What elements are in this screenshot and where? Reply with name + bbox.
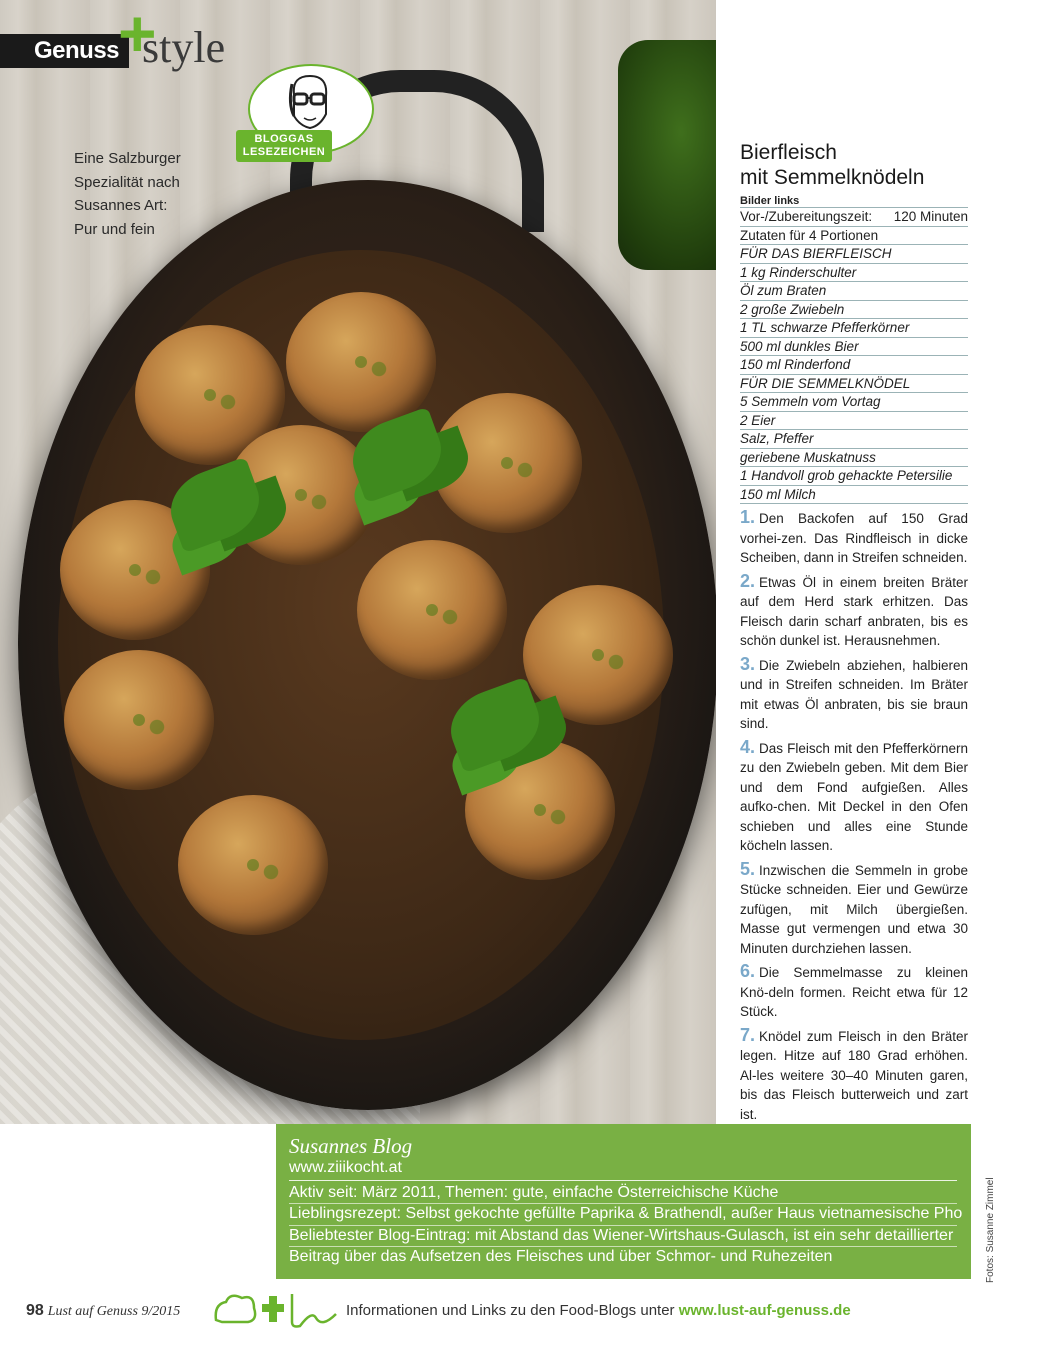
page-number: 98	[26, 1302, 44, 1319]
ingredient-item: 150 ml Rinderfond	[740, 356, 968, 375]
footer-url-link[interactable]: www.lust-auf-genuss.de	[678, 1302, 851, 1319]
recipe-title-line1: Bierfleisch	[740, 141, 837, 164]
ingredient-item: 1 TL schwarze Pfefferkörner	[740, 319, 968, 338]
blog-best-line2: Beitrag über das Aufsetzen des Fleisches und über Schmor- und Ruhezeiten	[289, 1248, 833, 1265]
intro-line: Spezialität nach	[74, 173, 180, 191]
ingredient-item: 1 Handvoll grob gehackte Petersilie	[740, 467, 968, 486]
page-footer	[26, 1302, 180, 1320]
footer-info	[346, 1302, 851, 1319]
step-number: 1.	[740, 507, 756, 527]
step	[740, 962, 968, 1022]
step	[740, 572, 968, 651]
ingredient-item: 1 kg Rinderschulter	[740, 264, 968, 283]
ingredient-item: 150 ml Milch	[740, 486, 968, 505]
recipe-title	[740, 140, 968, 190]
herb-jar	[618, 40, 716, 270]
step	[740, 860, 968, 959]
intro-text	[74, 147, 224, 241]
prep-time-label: Vor-/Zubereitungszeit:	[740, 209, 873, 224]
ingredient-heading: FÜR DAS BIERFLEISCH	[740, 245, 968, 264]
intro-line: Susannes Art:	[74, 197, 168, 214]
step-number: 6.	[740, 961, 756, 981]
blog-favorite: Lieblingsrezept: Selbst gekochte gefüllte Paprika & Brathendl, außer Haus vietnamesische Pho	[289, 1204, 957, 1226]
magazine-issue: Lust auf Genuss 9/2015	[47, 1304, 181, 1319]
step-number: 2.	[740, 570, 756, 591]
step-text: Den Backofen auf 150 Grad vorhei-zen. Das Rindfleisch in dicke Scheiben, dann in Streifen schneiden.	[740, 511, 968, 565]
dumpling	[432, 393, 582, 533]
ingredient-item: Öl zum Braten	[740, 282, 968, 301]
blog-active: Aktiv seit: März 2011, Themen: gute, einfache Österreichische Küche	[289, 1183, 957, 1205]
chef-hat-plus-icon	[212, 1290, 340, 1330]
prep-time-value: 120 Minuten	[893, 209, 968, 224]
step-text: Die Zwiebeln abziehen, halbieren und in Streifen schneiden. Im Bräter mit etwas Öl anbraten, bis sie braun sind.	[740, 657, 968, 731]
photo-credit: Fotos: Susanne Zimmel	[985, 1177, 996, 1283]
servings: Zutaten für 4 Portionen	[740, 227, 968, 246]
step-number: 4.	[740, 736, 756, 757]
dumpling	[523, 585, 673, 725]
step	[740, 655, 968, 734]
pictures-note: Bilder links	[740, 195, 800, 207]
blog-title: Susannes Blog	[289, 1134, 413, 1158]
step	[740, 738, 968, 856]
step-text: Inzwischen die Semmeln in grobe Stücke schneiden. Eier und Gewürze zufügen, mit Milch übergießen. Masse gut vermengen und etwa 30 Minuten durchziehen lassen.	[740, 862, 968, 956]
step-number: 5.	[740, 858, 756, 879]
intro-line: Pur und fein	[74, 220, 155, 238]
ingredient-item: 500 ml dunkles Bier	[740, 338, 968, 357]
step-number: 3.	[740, 653, 756, 674]
ingredient-item: geriebene Muskatnuss	[740, 449, 968, 468]
recipe-column	[740, 140, 968, 1159]
intro-line: Eine Salzburger	[74, 150, 181, 167]
blogger-badge	[242, 64, 370, 162]
ingredient-item: 5 Semmeln vom Vortag	[740, 393, 968, 412]
ingredient-heading: FÜR DIE SEMMELKNÖDEL	[740, 375, 968, 394]
step	[740, 508, 968, 568]
badge-label: BLOGGAS LESEZEICHEN	[236, 130, 332, 162]
brand-style: style	[142, 23, 226, 72]
dumpling	[64, 650, 214, 790]
step-text: Das Fleisch mit den Pfefferkörnern zu den Zwiebeln geben. Mit dem Bier und dem Fond aufgießen. Alles aufko-chen. Mit Deckel in den Ofen schieben und alles eine Stunde köcheln lassen.	[740, 740, 968, 853]
step-text: Die Semmelmasse zu kleinen Knö-deln formen. Reicht etwa für 12 Stück.	[740, 965, 968, 1019]
ingredient-item: 2 Eier	[740, 412, 968, 431]
blog-best-line1: Beliebtester Blog-Eintrag: mit Abstand das Wiener-Wirtshaus-Gulasch, ist ein sehr detaillierter	[289, 1226, 957, 1248]
step-number: 7.	[740, 1024, 756, 1045]
blog-info-box	[276, 1124, 971, 1279]
footer-info-text: Informationen und Links zu den Food-Blogs unter	[346, 1302, 679, 1319]
step-text: Etwas Öl in einem breiten Bräter auf dem Herd stark erhitzen. Das Fleisch darin scharf anbraten, bis es schön dunkel ist. Herausnehmen.	[740, 574, 968, 648]
brand-plus-icon: +	[118, 0, 157, 70]
prep-time-row	[740, 207, 968, 227]
recipe-title-line2: mit Semmelknödeln	[740, 166, 925, 189]
step	[740, 1026, 968, 1125]
dumpling	[357, 540, 507, 680]
ingredient-item: 2 große Zwiebeln	[740, 301, 968, 320]
blogger-portrait-icon	[286, 74, 332, 134]
step-text: Knödel zum Fleisch in den Bräter legen. Hitze auf 180 Grad erhöhen. Al-les weitere 30–40 Minuten garen, bis das Fleisch butterweich und zart ist.	[740, 1028, 968, 1122]
dumpling	[178, 795, 328, 935]
brand-genuss: Genuss	[0, 34, 129, 68]
ingredient-item: Salz, Pfeffer	[740, 430, 968, 449]
blog-url[interactable]: www.ziiikocht.at	[289, 1158, 957, 1181]
